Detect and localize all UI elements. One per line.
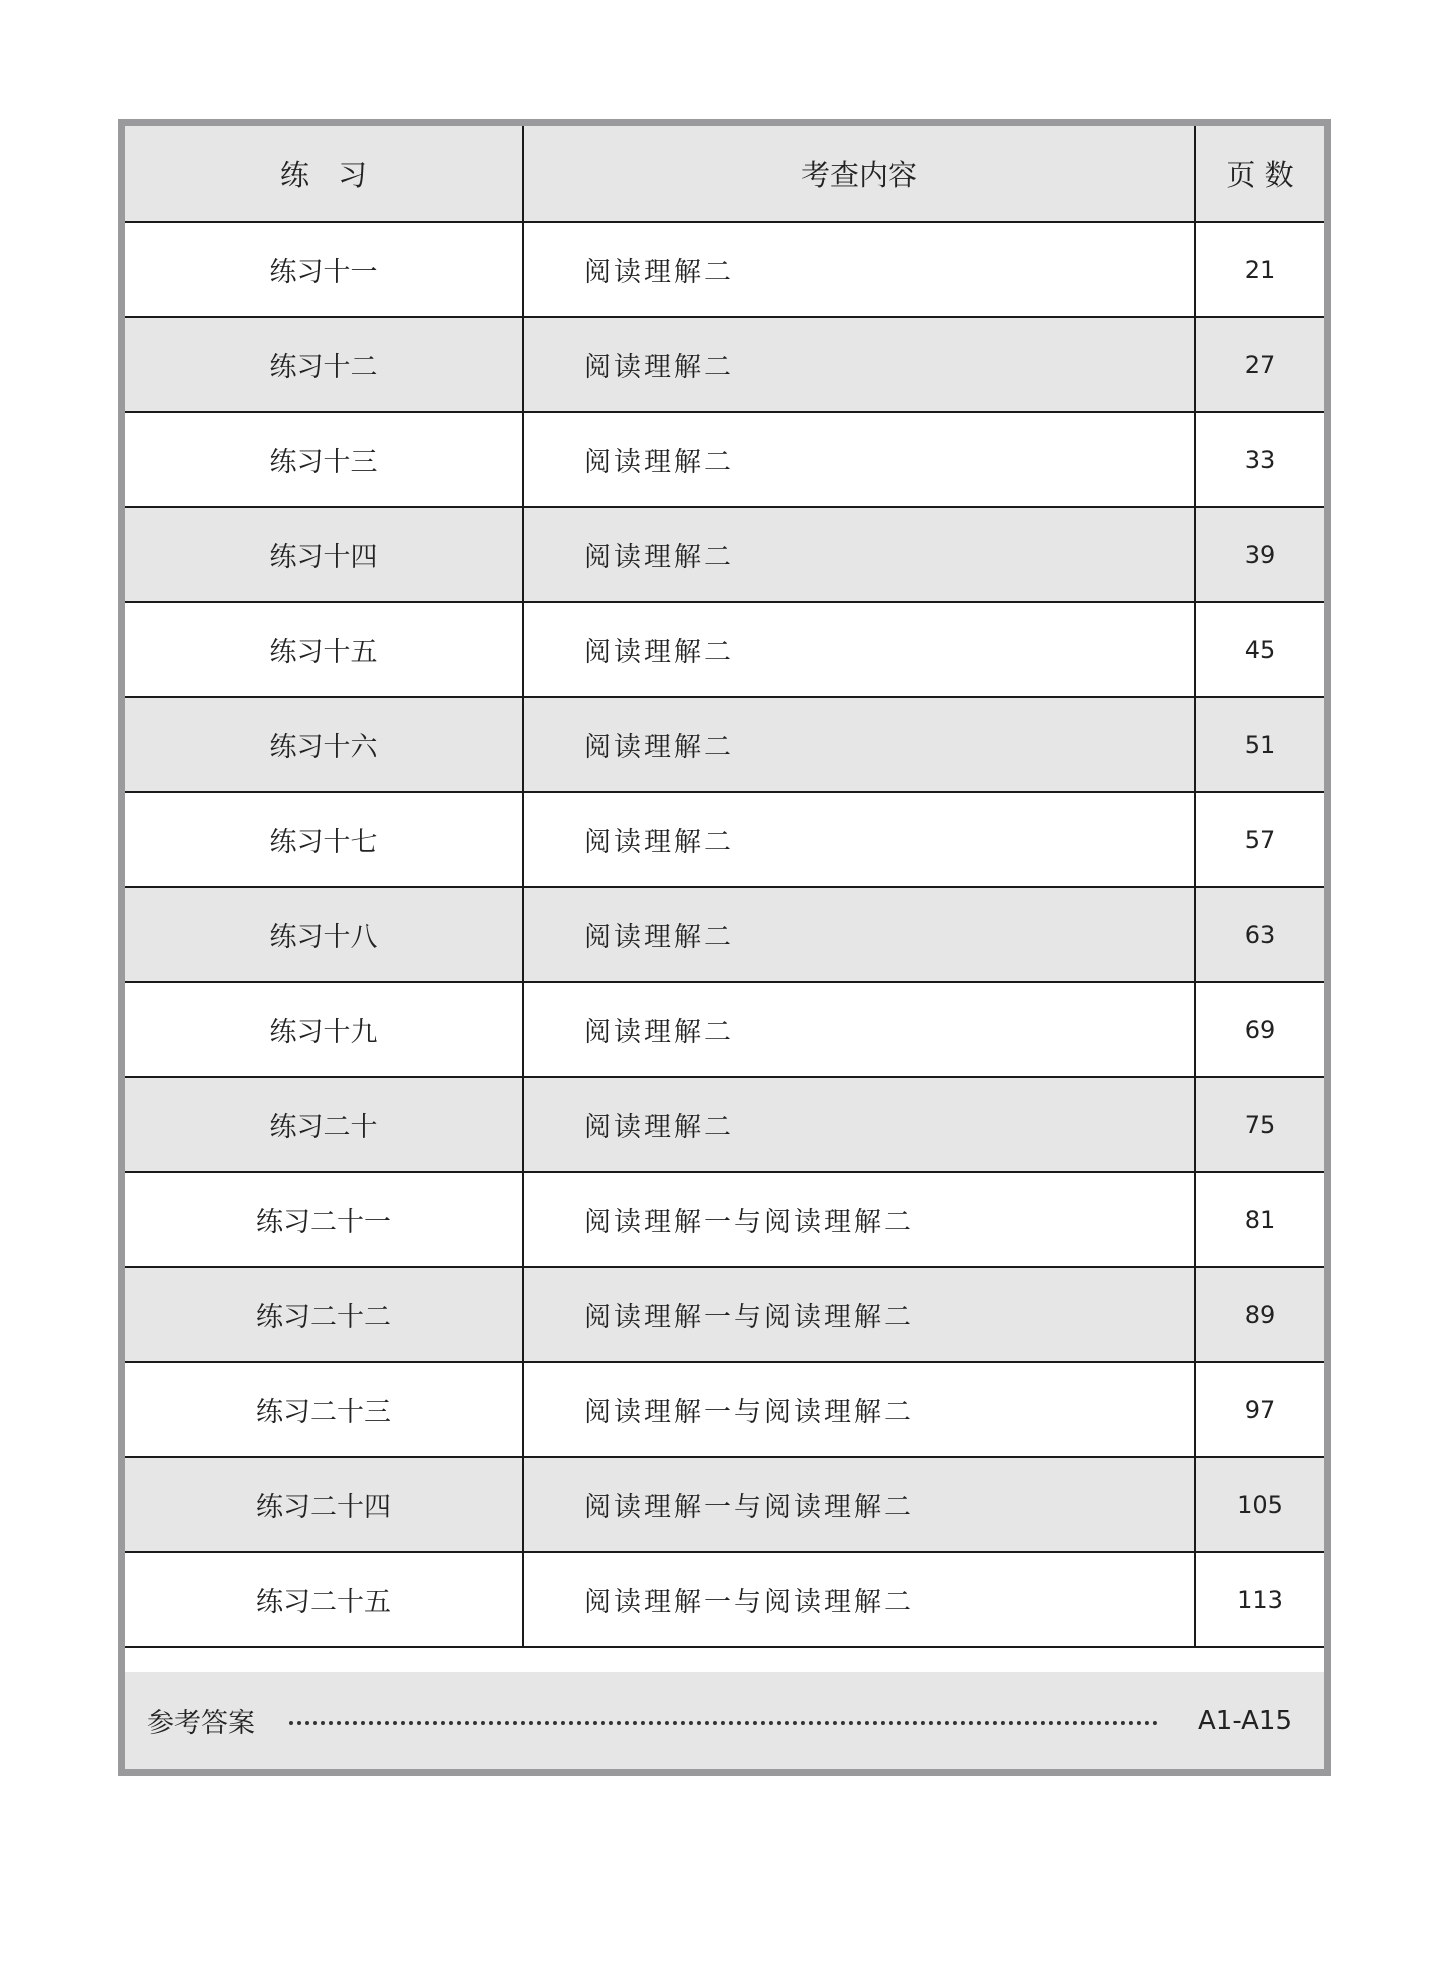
page-cell: 63 xyxy=(1195,887,1324,982)
content-cell: 阅读理解一与阅读理解二 xyxy=(523,1267,1195,1362)
content-cell: 阅读理解二 xyxy=(523,317,1195,412)
table-row[interactable] xyxy=(125,697,1324,792)
content-cell: 阅读理解二 xyxy=(523,887,1195,982)
page-cell: 69 xyxy=(1195,982,1324,1077)
exercise-cell: 练习十九 xyxy=(125,982,523,1077)
exercise-cell: 练习十五 xyxy=(125,602,523,697)
exercise-cell: 练习十七 xyxy=(125,792,523,887)
content-cell: 阅读理解二 xyxy=(523,222,1195,317)
exercise-cell: 练习二十 xyxy=(125,1077,523,1172)
table-row[interactable] xyxy=(125,1172,1324,1267)
answer-key-pages: A1-A15 xyxy=(1197,1705,1292,1736)
table-row[interactable] xyxy=(125,1077,1324,1172)
page-cell: 33 xyxy=(1195,412,1324,507)
header-row xyxy=(125,126,1324,222)
table-row[interactable] xyxy=(125,222,1324,317)
content-cell: 阅读理解二 xyxy=(523,507,1195,602)
content-cell: 阅读理解二 xyxy=(523,792,1195,887)
table-row[interactable] xyxy=(125,1267,1324,1362)
page-cell: 51 xyxy=(1195,697,1324,792)
content-cell: 阅读理解二 xyxy=(523,697,1195,792)
page-cell: 113 xyxy=(1195,1552,1324,1647)
content-cell: 阅读理解一与阅读理解二 xyxy=(523,1362,1195,1457)
table-row[interactable] xyxy=(125,602,1324,697)
page-cell: 97 xyxy=(1195,1362,1324,1457)
table-row[interactable] xyxy=(125,1362,1324,1457)
table-row[interactable] xyxy=(125,792,1324,887)
exercise-cell: 练习二十五 xyxy=(125,1552,523,1647)
table-row[interactable] xyxy=(125,1457,1324,1552)
exercise-cell: 练习二十二 xyxy=(125,1267,523,1362)
exercise-cell: 练习十一 xyxy=(125,222,523,317)
exercise-cell: 练习十八 xyxy=(125,887,523,982)
exercise-cell: 练习二十一 xyxy=(125,1172,523,1267)
dot-leader xyxy=(289,1721,1158,1725)
exercise-cell: 练习二十四 xyxy=(125,1457,523,1552)
page-cell: 89 xyxy=(1195,1267,1324,1362)
page-cell: 39 xyxy=(1195,507,1324,602)
content-cell: 阅读理解二 xyxy=(523,982,1195,1077)
header-content: 考查内容 xyxy=(523,126,1195,222)
table-of-contents xyxy=(125,126,1324,1769)
contents-table xyxy=(125,126,1324,1648)
content-cell: 阅读理解一与阅读理解二 xyxy=(523,1457,1195,1552)
table-row[interactable] xyxy=(125,412,1324,507)
content-cell: 阅读理解二 xyxy=(523,602,1195,697)
exercise-cell: 练习十六 xyxy=(125,697,523,792)
page-cell: 81 xyxy=(1195,1172,1324,1267)
table-row[interactable] xyxy=(125,507,1324,602)
page-cell: 57 xyxy=(1195,792,1324,887)
page-cell: 21 xyxy=(1195,222,1324,317)
exercise-cell: 练习二十三 xyxy=(125,1362,523,1457)
header-exercise: 练 习 xyxy=(125,126,523,222)
answer-key-row[interactable] xyxy=(125,1672,1324,1769)
page-cell: 45 xyxy=(1195,602,1324,697)
content-cell: 阅读理解一与阅读理解二 xyxy=(523,1552,1195,1647)
page-cell: 27 xyxy=(1195,317,1324,412)
page-cell: 105 xyxy=(1195,1457,1324,1552)
table-row[interactable] xyxy=(125,317,1324,412)
table-row[interactable] xyxy=(125,887,1324,982)
table-row[interactable] xyxy=(125,982,1324,1077)
table-row[interactable] xyxy=(125,1552,1324,1647)
page-cell: 75 xyxy=(1195,1077,1324,1172)
content-cell: 阅读理解二 xyxy=(523,412,1195,507)
exercise-cell: 练习十二 xyxy=(125,317,523,412)
header-page: 页 数 xyxy=(1195,126,1324,222)
answer-key-label: 参考答案 xyxy=(147,1708,255,1739)
exercise-cell: 练习十四 xyxy=(125,507,523,602)
exercise-cell: 练习十三 xyxy=(125,412,523,507)
content-cell: 阅读理解一与阅读理解二 xyxy=(523,1172,1195,1267)
table-of-contents-frame xyxy=(118,119,1331,1776)
content-cell: 阅读理解二 xyxy=(523,1077,1195,1172)
